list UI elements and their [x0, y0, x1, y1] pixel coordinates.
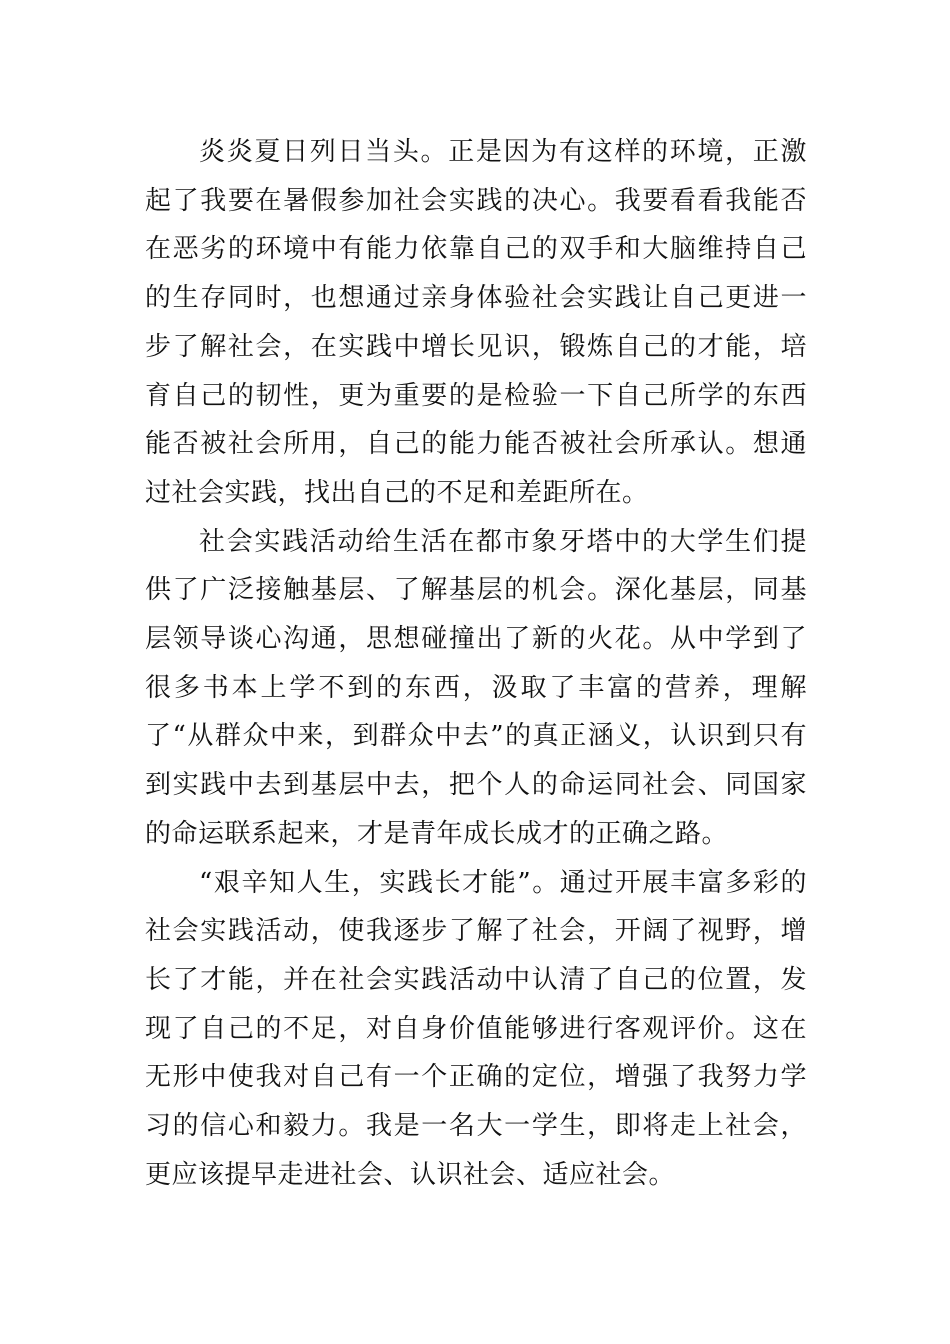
document-body: [145, 128, 807, 1199]
paragraph-3: “艰辛知人生，实践长才能”。通过开展丰富多彩的社会实践活动，使我逐步了解了社会，开阔了视野，增长了才能，并在社会实践活动中认清了自己的位置，发现了自己的不足，对自身价值能够进行客观评价。这在无形中使我对自己有一个正确的定位，增强了我努力学习的信心和毅力。我是一名大一学生，即将走上社会，更应该提早走进社会、认识社会、适应社会。: [145, 867, 807, 1190]
paragraph-1: 炎炎夏日列日当头。正是因为有这样的环境，正激起了我要在暑假参加社会实践的决心。我要看看我能否在恶劣的环境中有能力依靠自己的双手和大脑维持自己的生存同时，也想通过亲身体验社会实践让自己更进一步了解社会，在实践中增长见识，锻炼自己的才能，培育自己的韧性，更为重要的是检验一下自己所学的东西能否被社会所用，自己的能力能否被社会所承认。想通过社会实践，找出自己的不足和差距所在。: [145, 137, 807, 508]
paragraph-2: 社会实践活动给生活在都市象牙塔中的大学生们提供了广泛接触基层、了解基层的机会。深化基层，同基层领导谈心沟通，思想碰撞出了新的火花。从中学到了很多书本上学不到的东西，汲取了丰富的营养，理解了“从群众中来，到群众中去”的真正涵义，认识到只有到实践中去到基层中去，把个人的命运同社会、同国家的命运联系起来，才是青年成长成才的正确之路。: [145, 526, 807, 849]
